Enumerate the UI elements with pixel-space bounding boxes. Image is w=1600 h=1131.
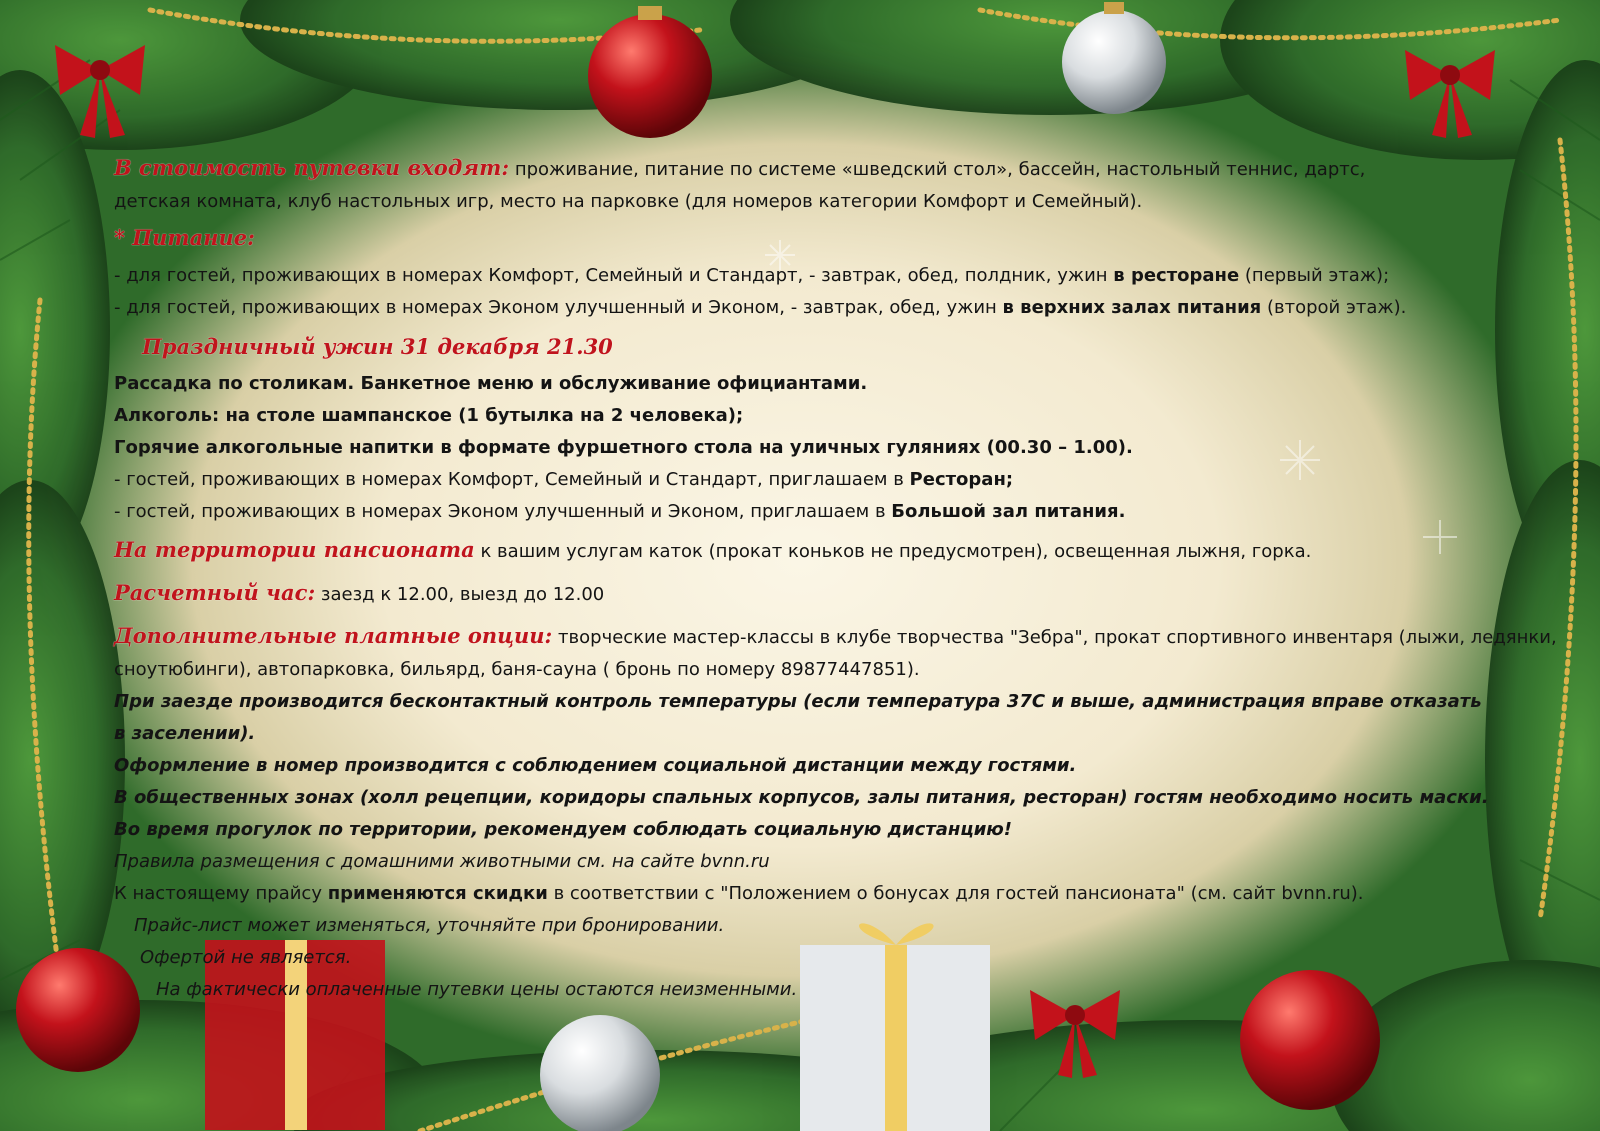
rules-line-9: Офертой не является. [140, 947, 352, 968]
rules-line-10: На фактически оплаченные путевки цены остаются неизменными. [156, 979, 798, 1000]
checkout-text: заезд к 12.00, выезд до 12.00 [315, 584, 605, 605]
rules-line-8: Прайс-лист может изменяться, уточняйте при бронировании. [134, 915, 725, 936]
rules-line-7-rest: в соответствии с "Положением о бонусах для гостей пансионата" (см. сайт bvnn.ru). [547, 883, 1364, 904]
ornament-bottom-left-red [16, 948, 140, 1072]
dinner-heading: Праздничный ужин 31 декабря 21.30 [142, 334, 613, 359]
dinner-line-1: Рассадка по столикам. Банкетное меню и обслуживание официантами. [114, 373, 868, 394]
includes-line-1 [114, 156, 1365, 182]
rules-line-6: Правила размещения с домашними животными см. на сайте bvnn.ru [114, 851, 770, 872]
dinner-line-5 [114, 500, 1125, 524]
dinner-line-5-text: - гостей, проживающих в номерах Эконом улучшенный и Эконом, приглашаем в [114, 501, 892, 522]
food-line-2-halls: в верхних залах питания [1002, 297, 1262, 318]
food-line-1-restaurant: в ресторане [1113, 265, 1240, 286]
rules-line-2: в заселении). [114, 723, 256, 744]
ornament-bottom-right-red [1240, 970, 1380, 1110]
territory-text: к вашим услугам каток (прокат коньков не предусмотрен), освещенная лыжня, горка. [474, 541, 1312, 562]
includes-text-2: детская комната, клуб настольных игр, место на парковке (для номеров категории Комфорт и Семейный). [114, 191, 1143, 212]
dinner-line-4-text: - гостей, проживающих в номерах Комфорт, Семейный и Стандарт, приглашаем в [114, 469, 910, 490]
options-text-2: сноутюбинги), автопарковка, бильярд, баня-сауна ( бронь по номеру 89877447851). [114, 659, 920, 680]
territory-heading: На территории пансионата [114, 537, 475, 562]
checkout-line [114, 581, 604, 607]
dinner-line-4 [114, 468, 1013, 492]
rules-line-7-discounts: применяются скидки [327, 883, 548, 904]
rules-line-1: При заезде производится бесконтактный контроль температуры (если температура 37С и выше, администрация вправе отказать [114, 691, 1482, 712]
food-line-2-text: - для гостей, проживающих в номерах Эконом улучшенный и Эконом, - завтрак, обед, ужин [114, 297, 1003, 318]
includes-heading: В стоимость путевки входят: [114, 155, 510, 180]
dinner-line-2: Алкоголь: на столе шампанское (1 бутылка на 2 человека); [114, 405, 744, 426]
checkout-heading: Расчетный час: [114, 580, 316, 605]
rules-line-7 [114, 882, 1364, 906]
food-line-1-floor: (первый этаж); [1239, 265, 1390, 286]
options-heading: Дополнительные платные опции: [114, 623, 553, 648]
dinner-line-4-restaurant: Ресторан; [909, 469, 1014, 490]
food-line-2-floor: (второй этаж). [1261, 297, 1407, 318]
territory-line [114, 538, 1311, 564]
dinner-line-5-hall: Большой зал питания. [891, 501, 1126, 522]
dinner-line-3: Горячие алкогольные напитки в формате фуршетного стола на уличных гуляниях (00.30 – 1.00). [114, 437, 1133, 458]
rules-line-5: Во время прогулок по территории, рекомендуем соблюдать социальную дистанцию! [114, 819, 1013, 840]
options-text-1: творческие мастер-классы в клубе творчества "Зебра", прокат спортивного инвентаря (лыжи, ледянки, [552, 627, 1557, 648]
food-heading: * Питание: [114, 225, 255, 250]
ornament-bottom-silver [540, 1015, 660, 1131]
includes-text-1: проживание, питание по системе «шведский стол», бассейн, настольный теннис, дартс, [509, 159, 1366, 180]
options-line-1 [114, 624, 1557, 650]
rules-line-7-text: К настоящему прайсу [114, 883, 328, 904]
rules-line-3: Оформление в номер производится с соблюдением социальной дистанции между гостями. [114, 755, 1077, 776]
gift-box-silver [800, 923, 990, 1131]
rules-line-4: В общественных зонах (холл рецепции, коридоры спальных корпусов, залы питания, ресторан) гостям необходимо носить маски. [114, 787, 1489, 808]
food-line-2 [114, 296, 1406, 320]
food-line-1-text: - для гостей, проживающих в номерах Комфорт, Семейный и Стандарт, - завтрак, обед, полдник, ужин [114, 265, 1114, 286]
food-line-1 [114, 264, 1389, 288]
